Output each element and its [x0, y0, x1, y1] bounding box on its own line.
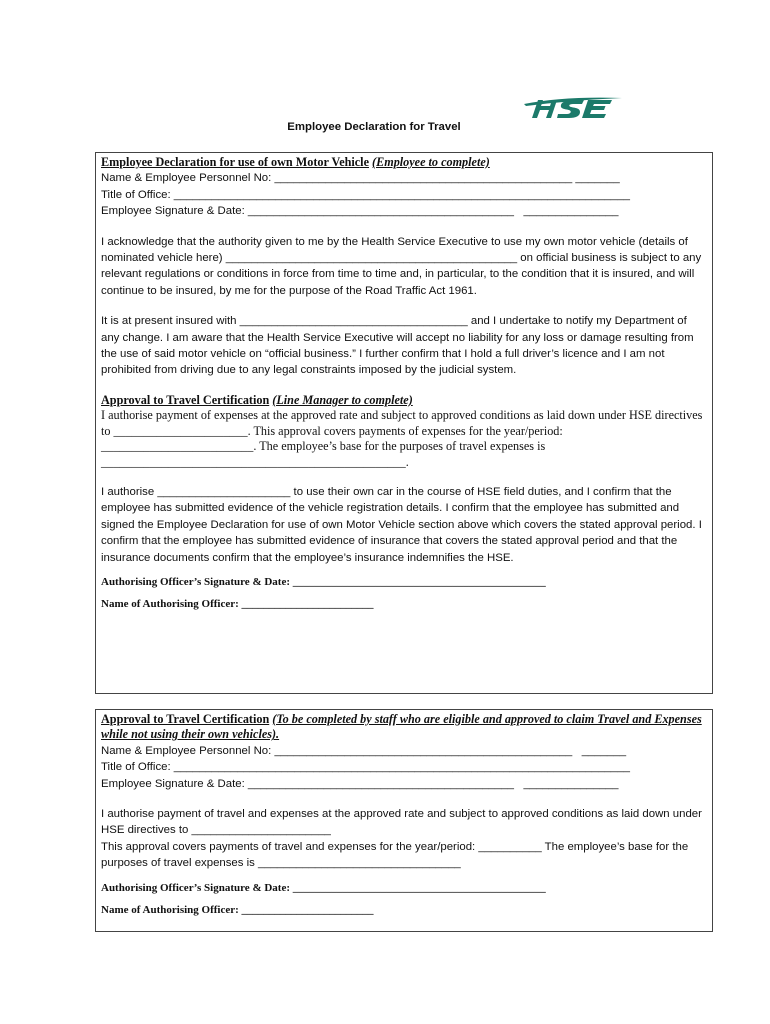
section3-heading-note: (To be completed by staff who are eligible and approved to claim Travel and Expenses while not using their own vehicles). — [101, 712, 702, 742]
authorising-officer-name-field[interactable]: Name of Authorising Officer: ________________________ — [101, 597, 374, 610]
name-personnel-field[interactable]: Name & Employee Personnel No: _______________________________________________ _______ — [101, 172, 620, 185]
section-heading-title: Employee Declaration for use of own Motor Vehicle — [101, 155, 369, 169]
approval-heading-note: (Line Manager to complete) — [272, 392, 413, 407]
section3-heading — [101, 712, 706, 743]
name-personnel-field-2[interactable]: Name & Employee Personnel No: _______________________________________________ _______ — [101, 744, 627, 757]
declaration-paragraph: I acknowledge that the authority given to me by the Health Service Executive to use my own motor vehicle (details of nominated vehicle here) ______________________________________________ on official business is subject to any relevant regulations or conditions in force from time to time and, in particular, to the condition that it is insured, and will continue to be insured, by me for the purpose of the Road Traffic Act 1961. — [101, 235, 702, 297]
section-heading-note: (Employee to complete) — [372, 155, 490, 169]
travel-period-paragraph: This approval covers payments of travel and expenses for the year/period: __________ The employee’s base for the purposes of travel expenses is ________________________________ — [101, 840, 689, 870]
authorising-signature-field[interactable]: Authorising Officer’s Signature & Date: ______________________________________________ — [101, 575, 546, 588]
approval-paragraph: I authorise payment of expenses at the approved rate and subject to approved conditions as laid down under HSE directives to ______________________. This approval covers payments of expenses for the year/period: _________________________. The employee’s base for the purposes of travel expenses is __________________________________________________. — [101, 408, 703, 469]
employee-signature-field[interactable]: Employee Signature & Date: __________________________________________ _______________ — [101, 205, 619, 218]
section-heading — [101, 155, 706, 170]
authorising-signature-field-2[interactable]: Authorising Officer’s Signature & Date: ______________________________________________ — [101, 881, 546, 894]
insurance-paragraph: It is at present insured with ____________________________________ and I undertake to notify my Department of any change. I am aware that the Health Service Executive will accept no liability for any loss or damage resulting from the use of said motor vehicle on “official business.” I further confirm that I hold a full driver’s licence and I am not prohibited from driving due to any legal constraints imposed by the judicial system. — [101, 315, 694, 377]
employee-declaration-section — [95, 152, 713, 694]
hse-logo — [524, 92, 624, 122]
page-title: Employee Declaration for Travel — [287, 121, 461, 133]
authorising-officer-name-field-2[interactable]: Name of Authorising Officer: ________________________ — [101, 903, 374, 916]
title-of-office-field[interactable]: Title of Office: ________________________________________________________________________ — [101, 188, 630, 201]
section3-heading-title: Approval to Travel Certification — [101, 712, 270, 726]
approval-heading — [101, 393, 706, 408]
travel-authorisation-paragraph: I authorise payment of travel and expenses at the approved rate and subject to approved conditions as laid down under HSE directives to ______________________ — [101, 808, 702, 837]
title-of-office-field-2[interactable]: Title of Office: ________________________________________________________________________ — [101, 761, 630, 774]
travel-approval-section — [95, 709, 713, 932]
approval-heading-title: Approval to Travel Certification — [101, 392, 270, 407]
car-authorisation-paragraph: I authorise _____________________ to use their own car in the course of HSE field duties, and I confirm that the employee has submitted evidence of the vehicle registration details. I confirm that the employee has submitted and signed the Employee Declaration for use of own Motor Vehicle section above which covers the stated approval period. I confirm that the employee has submitted evidence of insurance that covers the stated approval period and that the insurance documents confirm that the employee’s insurance indemnifies the HSE. — [101, 485, 702, 564]
employee-signature-field-2[interactable]: Employee Signature & Date: __________________________________________ _______________ — [101, 777, 619, 790]
